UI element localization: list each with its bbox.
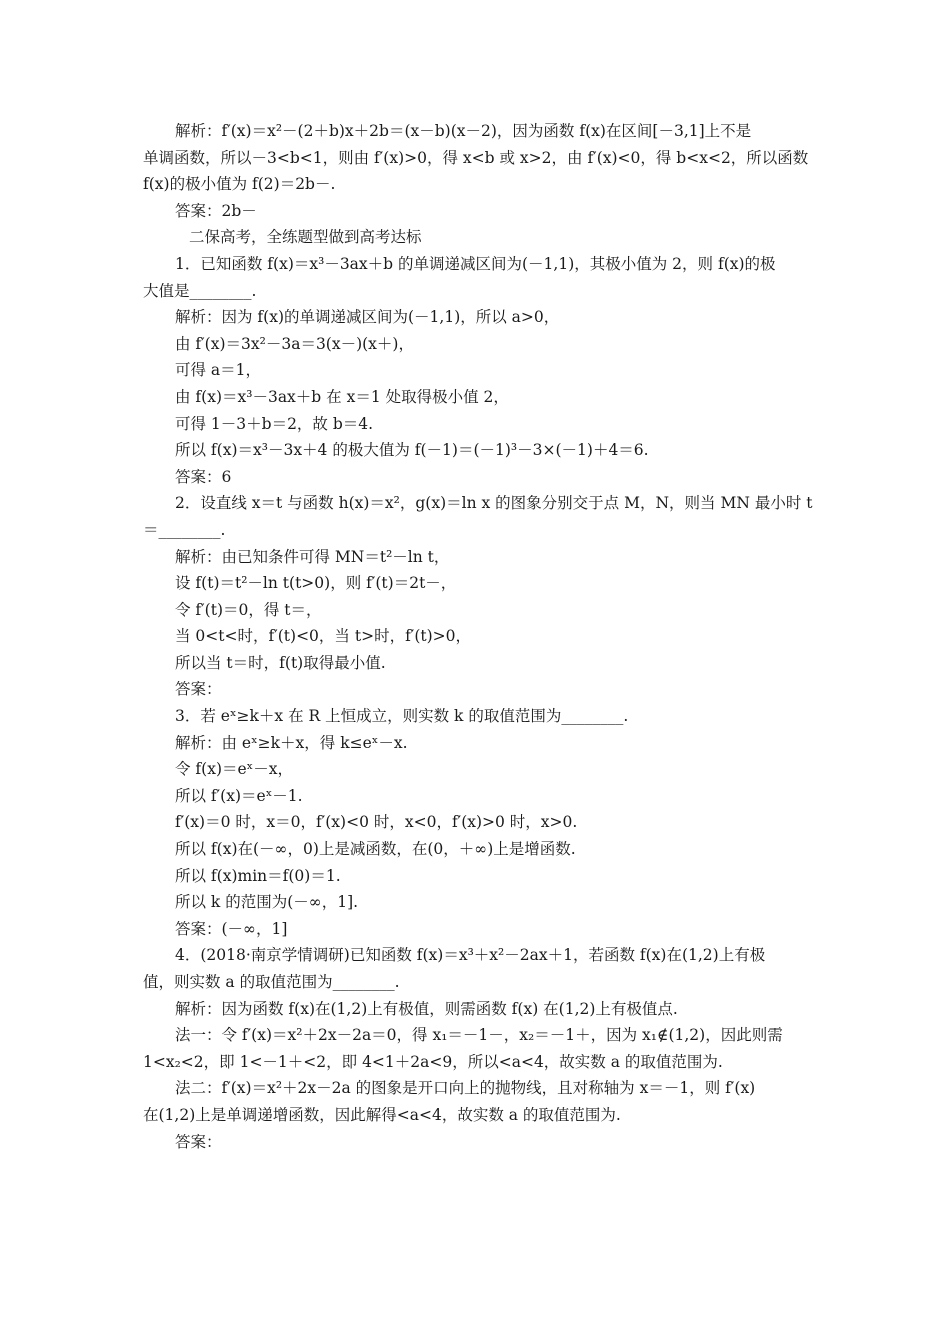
- text-line: 答案：6: [175, 467, 232, 486]
- text-line: 令 f′(t)＝0，得 t＝，: [175, 600, 322, 619]
- text-line: 答案：(－∞，1]: [175, 919, 288, 938]
- text-line: 答案：: [175, 1132, 222, 1151]
- text-line: 令 f(x)＝eˣ－x，: [175, 760, 293, 779]
- text-line: 当 0<t<时，f′(t)<0，当 t>时，f′(t)>0，: [175, 627, 471, 646]
- text-line: ＝________.: [143, 520, 226, 539]
- text-line: 解析：由 eˣ≥k＋x，得 k≤eˣ－x.: [175, 733, 408, 752]
- text-line: 4．(2018·南京学情调研)已知函数 f(x)＝x³＋x²－2ax＋1，若函数 f(x)在(1,2)上有极: [175, 946, 766, 965]
- text-line: 解析：由已知条件可得 MN＝t²－ln t，: [175, 547, 450, 566]
- text-line: 值，则实数 a 的取值范围为________.: [143, 973, 400, 991]
- text-line: 所以 f(x)min＝f(0)＝1.: [175, 866, 341, 885]
- text-line: f(x)的极小值为 f(2)＝2b－.: [143, 175, 336, 194]
- text-line: 所以当 t＝时，f(t)取得最小值.: [175, 653, 386, 672]
- text-line: 设 f(t)＝t²－ln t(t>0)，则 f′(t)＝2t－，: [175, 574, 457, 593]
- text-line: 解析：因为函数 f(x)在(1,2)上有极值，则需函数 f(x) 在(1,2)上有极值点.: [175, 999, 678, 1018]
- text-line: 答案：: [175, 680, 222, 699]
- text-line: 所以 k 的范围为(－∞，1].: [175, 893, 359, 912]
- text-line: 解析：f′(x)＝x²－(2＋b)x＋2b＝(x－b)(x－2)，因为函数 f(x)在区间[－3,1]上不是: [175, 122, 752, 140]
- text-line: 答案：2b－: [175, 201, 257, 220]
- text-line: f′(x)＝0 时，x＝0，f′(x)<0 时，x<0，f′(x)>0 时，x>0.: [175, 813, 578, 832]
- text-line: 法二：f′(x)＝x²＋2x－2a 的图象是开口向上的抛物线，且对称轴为 x＝－1，则 f′(x): [175, 1079, 756, 1098]
- document-body: [143, 118, 813, 1155]
- text-line: 2．设直线 x＝t 与函数 h(x)＝x²，g(x)＝ln x 的图象分别交于点 M，N，则当 MN 最小时 t: [175, 494, 813, 513]
- text-line: 所以 f′(x)＝eˣ－1.: [175, 786, 303, 805]
- text-line: 1．已知函数 f(x)＝x³－3ax＋b 的单调递减区间为(－1,1)，其极小值为 2，则 f(x)的极: [175, 254, 776, 273]
- text-line: 所以 f(x)在(－∞，0)上是减函数，在(0，＋∞)上是增函数.: [175, 840, 576, 859]
- text-line: 单调函数，所以－3<b<1，则由 f′(x)>0，得 x<b 或 x>2，由 f′(x)<0，得 b<x<2，所以函数: [143, 148, 809, 167]
- text-line: 大值是________.: [143, 281, 257, 300]
- text-line: 3．若 eˣ≥k＋x 在 R 上恒成立，则实数 k 的取值范围为________.: [175, 707, 629, 726]
- text-line: 可得 a＝1，: [175, 361, 262, 380]
- text-line: 在(1,2)上是单调递增函数，因此解得<a<4，故实数 a 的取值范围为.: [143, 1105, 621, 1124]
- text-line: 由 f′(x)＝3x²－3a＝3(x－)(x＋)，: [175, 334, 414, 353]
- text-line: 由 f(x)＝x³－3ax＋b 在 x＝1 处取得极小值 2，: [175, 387, 509, 406]
- text-line: 可得 1－3＋b＝2，故 b＝4.: [175, 414, 374, 433]
- text-line: 二保高考，全练题型做到高考达标: [189, 228, 422, 247]
- text-line: 1<x₂<2，即 1<－1＋<2，即 4<1＋2a<9，所以<a<4，故实数 a 的取值范围为.: [143, 1052, 723, 1071]
- text-line: 法一：令 f′(x)＝x²＋2x－2a＝0，得 x₁＝－1－，x₂＝－1＋，因为 x₁∉(1,2)，因此则需: [175, 1026, 783, 1045]
- text-line: 所以 f(x)＝x³－3x＋4 的极大值为 f(－1)＝(－1)³－3×(－1)＋4＝6.: [175, 441, 649, 460]
- text-line: 解析：因为 f(x)的单调递减区间为(－1,1)，所以 a>0，: [175, 308, 560, 327]
